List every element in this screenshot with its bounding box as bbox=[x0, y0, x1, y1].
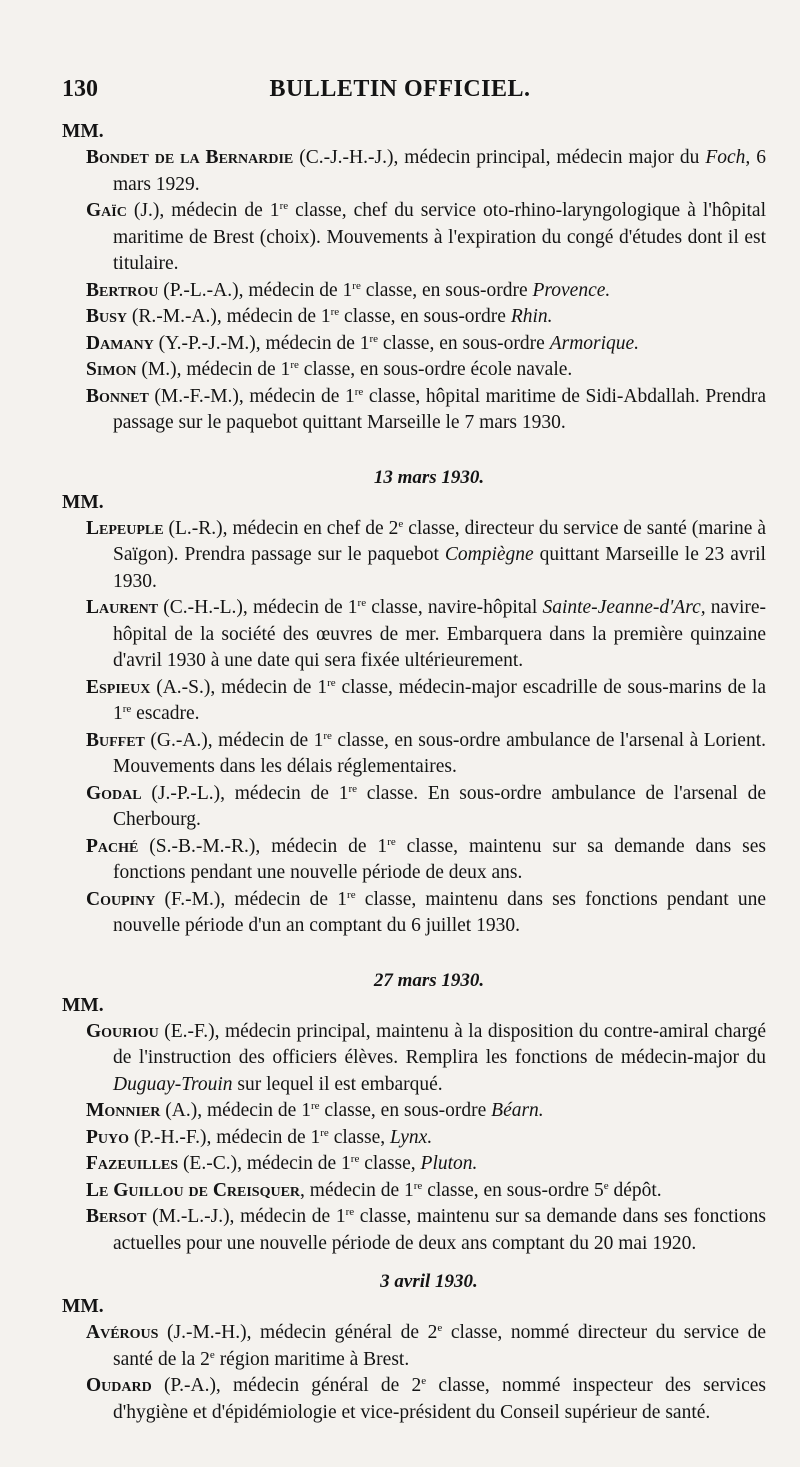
entry bbox=[62, 781, 766, 834]
section bbox=[62, 118, 766, 437]
entry-text: classe, navire-hôpital bbox=[366, 597, 543, 618]
ordinal-suffix: e bbox=[437, 1322, 443, 1334]
entry bbox=[62, 887, 766, 940]
ordinal-suffix: e bbox=[603, 1179, 609, 1192]
section bbox=[62, 970, 766, 1258]
officer-name: Bertrou bbox=[86, 279, 159, 301]
ordinal-suffix: re bbox=[323, 729, 332, 742]
ordinal-suffix: re bbox=[320, 1126, 329, 1139]
officer-name: Buffet bbox=[86, 729, 145, 751]
ordinal-suffix: re bbox=[413, 1179, 423, 1192]
entry-text: (E.-C.), médecin de 1 bbox=[178, 1153, 351, 1174]
entry-text: classe, médecin-major escadrille de sous-marins de la 1 bbox=[113, 676, 766, 724]
entry-text: dépôt. bbox=[608, 1179, 662, 1201]
entry bbox=[62, 384, 766, 437]
entry bbox=[62, 331, 766, 358]
officer-name: Oudard bbox=[86, 1375, 152, 1396]
officer-name: Fazeuilles bbox=[86, 1153, 179, 1174]
salutation: MM. bbox=[62, 994, 104, 1016]
ordinal-suffix: re bbox=[354, 385, 364, 398]
entry-text: classe, nommé directeur du service de santé de la 2 bbox=[113, 1322, 766, 1370]
entry-text: classe, en sous-ordre bbox=[378, 332, 550, 354]
entry-text: (C.-H.-L.), médecin de 1 bbox=[158, 597, 358, 618]
entry-text: (P.-L.-A.), médecin de 1 bbox=[158, 279, 353, 301]
ordinal-suffix: re bbox=[290, 359, 299, 371]
entry-text: (P.-A.), médecin général de 2 bbox=[151, 1375, 422, 1396]
date-heading: 3 avril 1930. bbox=[380, 1271, 478, 1292]
page-number: 130 bbox=[62, 76, 98, 102]
entry-text: quittant Marseille le 23 avril 1930. bbox=[113, 544, 766, 592]
running-title: BULLETIN OFFICIEL. bbox=[269, 76, 531, 102]
entry-text: classe. En sous-ordre ambulance de l'arsenal de Cherbourg. bbox=[113, 782, 766, 830]
ship-name: Armorique. bbox=[549, 332, 640, 354]
entry-text: (M.), médecin de 1 bbox=[136, 359, 291, 380]
officer-name: Puyo bbox=[86, 1126, 130, 1148]
ordinal-suffix: re bbox=[347, 888, 356, 901]
ship-name: Duguay-Trouin bbox=[113, 1073, 233, 1095]
ordinal-suffix: re bbox=[122, 703, 132, 715]
ordinal-suffix: re bbox=[310, 1100, 320, 1112]
entry-text: (C.-J.-H.-J.), médecin principal, médecin major du bbox=[293, 147, 706, 168]
entry-text: classe, en sous-ordre ambulance de l'arsenal à Lorient. Mouvements dans les délais réglementaires. bbox=[113, 729, 766, 777]
officer-name: Bondet de la Bernardie bbox=[86, 147, 294, 168]
salutation: MM. bbox=[62, 491, 104, 513]
ordinal-suffix: re bbox=[357, 597, 367, 609]
entry-text: (S.-B.-M.-R.), médecin de 1 bbox=[138, 835, 388, 857]
entry-text: (M.-L.-J.), médecin de 1 bbox=[146, 1206, 346, 1227]
officer-name: Lepeuple bbox=[86, 517, 164, 539]
document-body bbox=[62, 118, 766, 1426]
entry-text: classe, en sous-ordre bbox=[319, 1100, 492, 1121]
ordinal-suffix: re bbox=[327, 676, 336, 689]
officer-name: Busy bbox=[86, 306, 128, 327]
entry-text: classe, maintenu dans ses fonctions pendant une nouvelle période d'un an comptant du 6 juillet 1930. bbox=[113, 888, 767, 936]
section bbox=[62, 1271, 766, 1426]
ship-name: Foch, bbox=[705, 147, 751, 168]
entry-text: sur lequel il est embarqué. bbox=[232, 1073, 443, 1095]
entry bbox=[62, 1204, 766, 1257]
entry-text: classe, hôpital maritime de Sidi-Abdallah. Prendra passage sur le paquebot quittant Marseille le 7 mars 1930. bbox=[113, 385, 766, 433]
ordinal-suffix: e bbox=[398, 517, 404, 530]
entry-text: classe, maintenu sur sa demande dans ses fonctions pendant une nouvelle période de deux ans. bbox=[113, 835, 766, 883]
entry bbox=[62, 1178, 766, 1205]
entry-text: (J.), médecin de 1 bbox=[126, 200, 280, 221]
entry-text: classe, maintenu sur sa demande dans ses fonctions actuelles pour une nouvelle période de deux ans comptant du 20 mai 1920. bbox=[113, 1206, 766, 1254]
entry-text: (P.-H.-F.), médecin de 1 bbox=[129, 1126, 321, 1148]
section bbox=[62, 467, 766, 940]
ship-name: Pluton. bbox=[420, 1153, 478, 1174]
ship-name: Lynx. bbox=[390, 1126, 433, 1148]
entry-text: (A.-S.), médecin de 1 bbox=[150, 676, 328, 698]
entry-text: (J.-P.-L.), médecin de 1 bbox=[141, 782, 349, 804]
entry bbox=[62, 198, 766, 278]
entry-text: classe, directeur du service de santé (marine à Saïgon). Prendra passage sur le paquebot bbox=[113, 517, 766, 565]
ship-name: Provence. bbox=[532, 279, 611, 301]
ship-name: Sainte-Jeanne-d'Arc, bbox=[542, 597, 706, 618]
entry-text: (L.-R.), médecin en chef de 2 bbox=[163, 517, 399, 539]
entry-text: classe, bbox=[328, 1126, 390, 1148]
ordinal-suffix: re bbox=[279, 200, 289, 212]
officer-name: Damany bbox=[86, 332, 154, 354]
entry-text: (Y.-P.-J.-M.), médecin de 1 bbox=[153, 332, 370, 354]
entry bbox=[62, 357, 766, 384]
entry bbox=[62, 834, 766, 887]
entry bbox=[62, 145, 766, 198]
entry-text: escadre. bbox=[131, 703, 200, 724]
entry bbox=[62, 1125, 766, 1152]
entry-text: classe, en sous-ordre bbox=[339, 306, 511, 327]
ordinal-suffix: re bbox=[350, 1153, 360, 1165]
entry-text: classe, bbox=[359, 1153, 421, 1174]
entry bbox=[62, 1019, 766, 1099]
entry-text: 6 mars 1929. bbox=[113, 147, 766, 195]
officer-name: Laurent bbox=[86, 597, 159, 618]
entry-text: navire-hôpital de la société des œuvres de mer. Embarquera dans la première quinzaine d'avril 1930 à une date qui sera fixée ultérieurement. bbox=[113, 597, 767, 671]
ordinal-suffix: e bbox=[209, 1348, 215, 1361]
entry bbox=[62, 1373, 766, 1426]
entry bbox=[62, 278, 766, 305]
entry bbox=[62, 1098, 766, 1125]
officer-name: Paché bbox=[86, 835, 139, 857]
entry-text: (J.-M.-H.), médecin général de 2 bbox=[158, 1322, 438, 1343]
officer-name: Godal bbox=[86, 782, 142, 804]
entry-text: (R.-M.-A.), médecin de 1 bbox=[127, 306, 331, 327]
officer-name: Espieux bbox=[86, 676, 151, 698]
entry-text: classe, en sous-ordre école navale. bbox=[298, 359, 573, 380]
ordinal-suffix: re bbox=[369, 332, 379, 345]
entry bbox=[62, 595, 766, 675]
entry-text: (G.-A.), médecin de 1 bbox=[144, 729, 324, 751]
salutation: MM. bbox=[62, 121, 104, 142]
entry-text: , médecin de 1 bbox=[300, 1179, 414, 1201]
entry-text: (M.-F.-M.), médecin de 1 bbox=[148, 385, 355, 407]
entry bbox=[62, 1151, 766, 1178]
entry-text: classe, en sous-ordre 5 bbox=[422, 1179, 604, 1201]
entry bbox=[62, 728, 766, 781]
date-heading: 13 mars 1930. bbox=[373, 466, 485, 488]
date-heading: 27 mars 1930. bbox=[373, 969, 485, 991]
officer-name: Gaïc bbox=[86, 200, 127, 221]
ordinal-suffix: re bbox=[387, 835, 396, 848]
entry-text: (E.-F.), médecin principal, maintenu à la disposition du contre-amiral chargé de l'instruction des officiers élèves. Remplira les fonctions de médecin-major du bbox=[113, 1020, 766, 1068]
ordinal-suffix: re bbox=[352, 279, 361, 292]
entry-text: région maritime à Brest. bbox=[214, 1348, 410, 1370]
officer-name: Gouriou bbox=[86, 1020, 159, 1042]
entry bbox=[62, 304, 766, 331]
officer-name: Bersot bbox=[86, 1206, 147, 1227]
page-header bbox=[62, 76, 738, 110]
entry bbox=[62, 516, 766, 596]
ordinal-suffix: re bbox=[330, 306, 340, 318]
ordinal-suffix: e bbox=[421, 1375, 427, 1387]
ordinal-suffix: re bbox=[345, 1206, 355, 1218]
ship-name: Compiègne bbox=[444, 544, 534, 565]
salutation: MM. bbox=[62, 1296, 104, 1317]
officer-name: Bonnet bbox=[86, 385, 149, 407]
entry-text: (A.), médecin de 1 bbox=[160, 1100, 311, 1121]
officer-name: Avérous bbox=[86, 1322, 159, 1343]
ship-name: Rhin. bbox=[510, 306, 553, 327]
entry-text: classe, en sous-ordre bbox=[360, 279, 533, 301]
ordinal-suffix: re bbox=[348, 782, 357, 795]
entry-text: classe, nommé inspecteur des services d'hygiène et d'épidémiologie et vice-président du Conseil supérieur de santé. bbox=[113, 1375, 766, 1423]
entry bbox=[62, 1320, 766, 1373]
officer-name: Coupiny bbox=[86, 888, 156, 910]
officer-name: Simon bbox=[86, 359, 137, 380]
ship-name: Béarn. bbox=[491, 1100, 544, 1121]
entry bbox=[62, 675, 766, 728]
officer-name: Monnier bbox=[86, 1100, 161, 1121]
entry-text: classe, chef du service oto-rhino-laryngologique à l'hôpital maritime de Brest (choix). Mouvements à l'expiration du congé d'études dont il est titulaire. bbox=[113, 200, 766, 274]
officer-name: Le Guillou de Creisquer bbox=[86, 1179, 301, 1201]
entry-text: (F.-M.), médecin de 1 bbox=[155, 888, 348, 910]
